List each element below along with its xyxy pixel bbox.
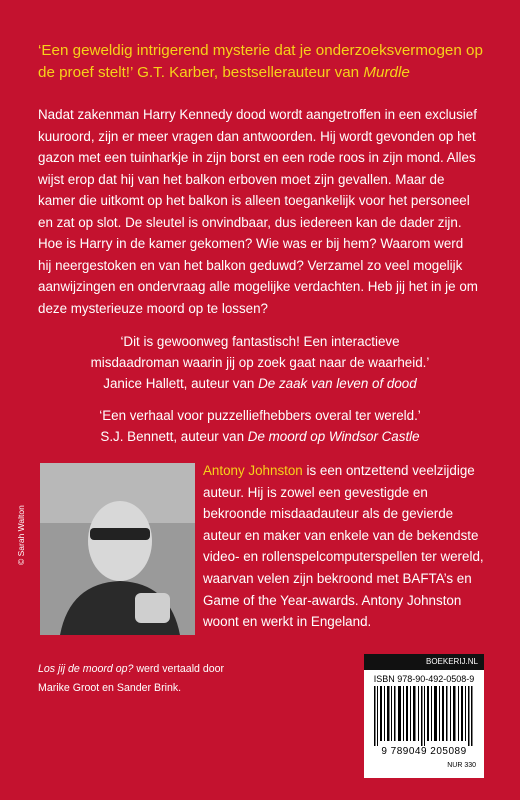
translation-credit [38,660,238,698]
synopsis-paragraph-2: Hoe is Harry in de kamer gekomen? Wie was er bij hem? Waarom werd hij neergestoken en van het balkon geduwd? Verzamel zo veel mogelijk aanwijzingen en ondervraag alle mogelijke verdachten. Heb jij het in je om deze mysterieuze moord op te lossen? [38,236,478,316]
translation-text2: Marike Groot en Sander Brink. [38,682,182,694]
synopsis-paragraph-1: Nadat zakenman Harry Kennedy dood wordt aangetroffen in een exclusief kuuroord, zijn er meer vragen dan antwoorden. Hij wordt gevonden op het gazon met een tuinharkje in zijn borst en een rode roos in zijn mond. Alles wijst erop dat hij van het balkon erboven moet zijn gevallen. Maar de kamer die uitkomt op het balkon is alleen toegankelijk voor het personeel en zat op slot. De sleutel is onvindbaar, dus iedereen kan de dader zijn. [38,107,477,230]
author-name: Antony Johnston [203,463,303,478]
author-bio-text: is een ontzettend veelzijdige auteur. Hij is zowel een gevestigde en bekroonde misdaadauteur als de gevierde auteur en maker van enkele van de bekendste video- en rollenspelcomputerspellen ter wereld, waarvan velen zijn bekroond met BAFTA’s en Game of the Year-awards. Antony Johnston woont en werkt in Engeland. [203,463,484,630]
blurb-source: G.T. Karber, bestsellerauteur van [137,64,360,81]
quote2-line1: ‘Een verhaal voor puzzelliefhebbers overal ter wereld.’ [99,408,421,423]
nur-code: NUR 330 [447,762,476,769]
photo-credit: © Sarah Walton [16,505,26,565]
author-photo [40,463,195,635]
cover-blurb [38,40,488,84]
barcode-icon [374,686,474,746]
translation-text1: werd vertaald door [133,663,225,675]
blurb-quote: ‘Een geweldig intrigerend mysterie dat je onderzoeksvermogen op de proef stelt!’ [38,42,483,81]
barcode-panel [364,654,484,778]
quote1-title: De zaak van leven of dood [258,376,417,391]
quote1-line2: misdaadroman waarin jij op zoek gaat naar de waarheid.’ [90,355,430,370]
publisher-label: BOEKERIJ.NL [364,654,484,670]
barcode-digits: 9 789049 205089 [381,746,467,757]
translation-title: Los jij de moord op? [38,663,134,675]
author-portrait-icon [40,463,195,635]
review-quote-2 [0,405,520,447]
quote2-title: De moord op Windsor Castle [247,429,420,444]
review-quote-1 [0,331,520,394]
blurb-title: Murdle [363,64,410,81]
quote1-author: Janice Hallett, auteur van [103,376,255,391]
author-bio [203,460,493,633]
isbn-text: ISBN 978-90-492-0508-9 [373,674,475,684]
quote1-line1: ‘Dit is gewoonweg fantastisch! Een interactieve [120,334,400,349]
quote2-author: S.J. Bennett, auteur van [100,429,245,444]
